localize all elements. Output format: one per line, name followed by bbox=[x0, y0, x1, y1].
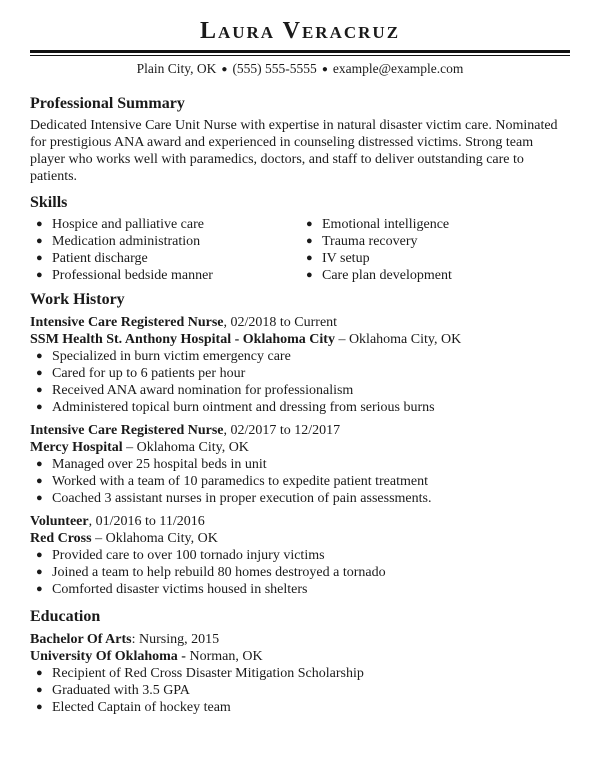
skills-section bbox=[30, 193, 570, 284]
bullet-icon: ● bbox=[36, 384, 43, 396]
bullet-separator: ● bbox=[221, 64, 228, 75]
summary-text: Dedicated Intensive Care Unit Nurse with expertise in natural disaster victim care. Nominated for prestigious ANA award and experienced in counseling distressed victims. Strong team player who works well with paramedics, doctors, and staff to deliver outstanding care to patients. bbox=[30, 118, 558, 184]
job-title: Intensive Care Registered Nurse bbox=[30, 315, 224, 330]
candidate-name: Laura Veracruz bbox=[199, 18, 401, 44]
job-employer: Mercy Hospital bbox=[30, 440, 123, 455]
header-rule-thin bbox=[30, 55, 570, 56]
bullet-icon: ● bbox=[36, 252, 43, 264]
bullet-icon: ● bbox=[36, 583, 43, 595]
bullet-icon: ● bbox=[36, 458, 43, 470]
bullet-icon: ● bbox=[36, 667, 43, 679]
school: University Of Oklahoma - bbox=[30, 649, 186, 664]
bullet-icon: ● bbox=[306, 235, 313, 247]
bullet-icon: ● bbox=[306, 218, 313, 230]
bullet-icon: ● bbox=[36, 367, 43, 379]
education-bullets bbox=[30, 665, 570, 716]
education-bullet: ● Elected Captain of hockey team bbox=[36, 700, 231, 715]
job-bullets bbox=[30, 348, 570, 416]
bullet-icon: ● bbox=[36, 350, 43, 362]
job-bullet: ● Administered topical burn ointment and dressing from serious burns bbox=[36, 400, 435, 415]
bullet-icon: ● bbox=[36, 684, 43, 696]
skill-item: ● Emotional intelligence bbox=[306, 217, 450, 232]
skill-item: ● Medication administration bbox=[36, 234, 201, 249]
skills-right-list bbox=[300, 216, 570, 284]
education-section bbox=[30, 607, 570, 716]
bullet-icon: ● bbox=[36, 549, 43, 561]
job-employer: Red Cross bbox=[30, 531, 92, 546]
job-title: Intensive Care Registered Nurse bbox=[30, 423, 224, 438]
header-rule-thick bbox=[30, 50, 570, 53]
summary-heading: Professional Summary bbox=[30, 95, 185, 112]
job-location: – Oklahoma City, OK bbox=[122, 440, 249, 455]
bullet-icon: ● bbox=[36, 218, 43, 230]
skills-columns bbox=[30, 216, 570, 284]
job-bullet: ● Comforted disaster victims housed in shelters bbox=[36, 582, 308, 597]
job-location: – Oklahoma City, OK bbox=[334, 332, 462, 347]
job-location: – Oklahoma City, OK bbox=[91, 531, 218, 546]
job-dates: , 02/2017 to 12/2017 bbox=[223, 423, 341, 438]
education-heading: Education bbox=[30, 608, 101, 625]
degree-line bbox=[30, 631, 570, 648]
job-title-line bbox=[30, 422, 570, 439]
skills-left-list bbox=[30, 216, 300, 284]
job-dates: , 02/2018 to Current bbox=[223, 315, 338, 330]
contact-phone: (555) 555-5555 bbox=[232, 61, 317, 76]
job-title-line bbox=[30, 314, 570, 331]
job-entry bbox=[30, 422, 570, 507]
skill-item: ● Hospice and palliative care bbox=[36, 217, 204, 232]
bullet-icon: ● bbox=[36, 235, 43, 247]
job-entry bbox=[30, 513, 570, 598]
job-bullet: ● Joined a team to help rebuild 80 homes destroyed a tornado bbox=[36, 565, 386, 580]
skill-item: ● Care plan development bbox=[306, 268, 452, 283]
job-bullet: ● Coached 3 assistant nurses in proper execution of pain assessments. bbox=[36, 491, 432, 506]
job-bullet: ● Worked with a team of 10 paramedics to expedite patient treatment bbox=[36, 474, 428, 489]
bullet-icon: ● bbox=[36, 269, 43, 281]
bullet-icon: ● bbox=[36, 701, 43, 713]
bullet-icon: ● bbox=[36, 492, 43, 504]
school-location: Norman, OK bbox=[185, 649, 263, 664]
job-employer-line bbox=[30, 530, 570, 547]
bullet-icon: ● bbox=[306, 252, 313, 264]
job-bullets bbox=[30, 547, 570, 598]
contact-location: Plain City, OK bbox=[136, 61, 217, 76]
bullet-icon: ● bbox=[306, 269, 313, 281]
degree: Bachelor Of Arts bbox=[30, 632, 132, 647]
job-bullet: ● Specialized in burn victim emergency care bbox=[36, 349, 291, 364]
skill-item: ● Trauma recovery bbox=[306, 234, 418, 249]
contact-email: example@example.com bbox=[332, 61, 464, 76]
skill-item: ● IV setup bbox=[306, 251, 370, 266]
job-bullet: ● Received ANA award nomination for professionalism bbox=[36, 383, 354, 398]
work-history-section bbox=[30, 290, 570, 598]
work-history-heading: Work History bbox=[30, 291, 125, 308]
job-bullets bbox=[30, 456, 570, 507]
job-title-line bbox=[30, 513, 570, 530]
bullet-icon: ● bbox=[36, 475, 43, 487]
summary-section bbox=[30, 94, 570, 185]
job-dates: , 01/2016 to 11/2016 bbox=[88, 514, 205, 529]
skills-heading: Skills bbox=[30, 194, 68, 211]
education-bullet: ● Recipient of Red Cross Disaster Mitigation Scholarship bbox=[36, 666, 364, 681]
job-employer-line bbox=[30, 439, 570, 456]
skill-item: ● Professional bedside manner bbox=[36, 268, 213, 283]
bullet-icon: ● bbox=[36, 566, 43, 578]
job-employer-line bbox=[30, 331, 570, 348]
bullet-icon: ● bbox=[36, 401, 43, 413]
education-bullet: ● Graduated with 3.5 GPA bbox=[36, 683, 190, 698]
contact-line bbox=[0, 61, 600, 77]
job-title: Volunteer bbox=[30, 514, 89, 529]
school-line bbox=[30, 648, 570, 665]
job-entry bbox=[30, 314, 570, 416]
job-employer: SSM Health St. Anthony Hospital - Oklahoma City bbox=[30, 332, 335, 347]
job-bullet: ● Managed over 25 hospital beds in unit bbox=[36, 457, 267, 472]
job-bullet: ● Cared for up to 6 patients per hour bbox=[36, 366, 246, 381]
bullet-separator: ● bbox=[321, 64, 328, 75]
job-bullet: ● Provided care to over 100 tornado injury victims bbox=[36, 548, 325, 563]
skill-item: ● Patient discharge bbox=[36, 251, 148, 266]
degree-field: : Nursing, 2015 bbox=[131, 632, 220, 647]
